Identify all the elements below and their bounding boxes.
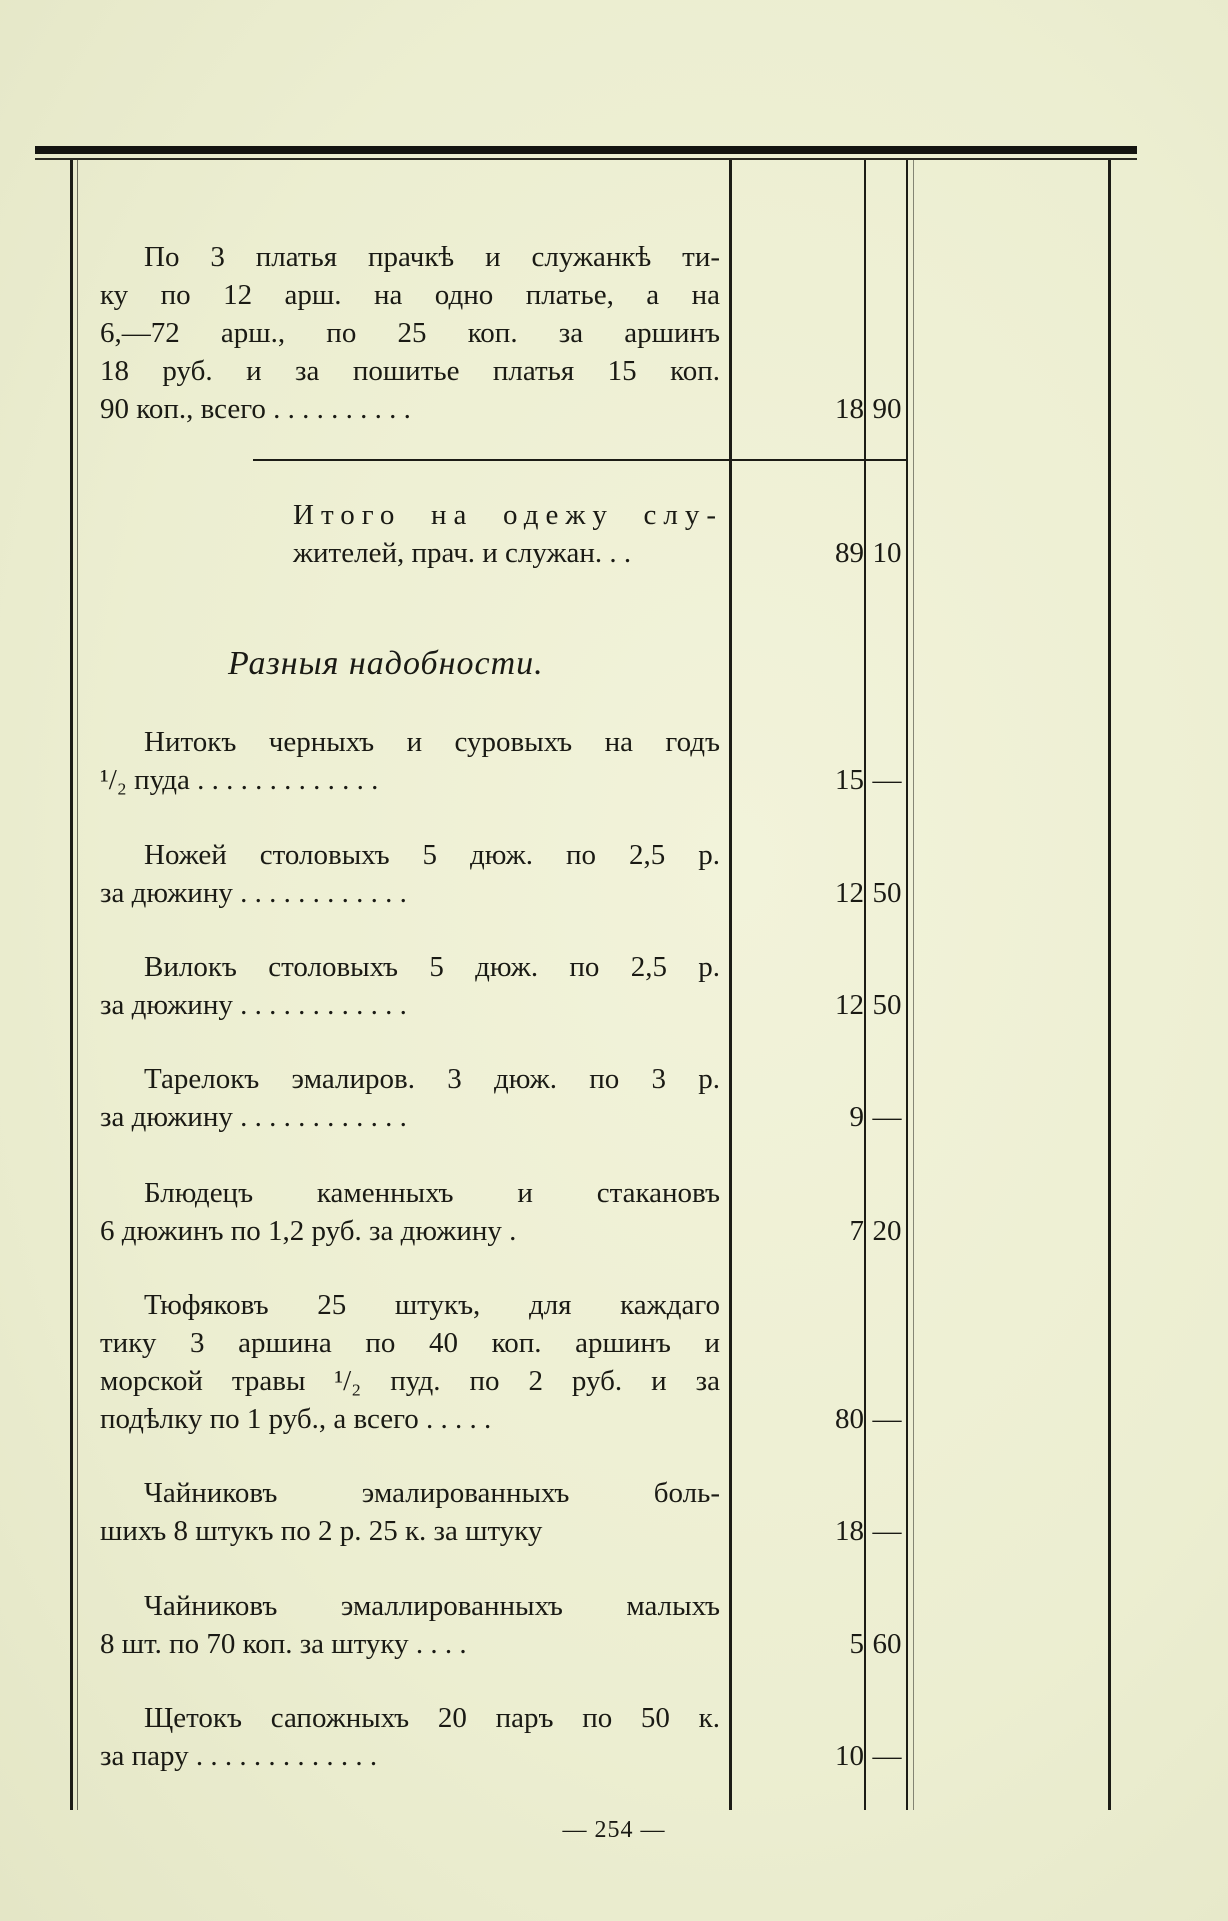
- item-kop: 50: [872, 989, 902, 1021]
- item-kop: —: [872, 1740, 902, 1772]
- item-kop: —: [872, 1101, 902, 1133]
- item-rub: 7: [849, 1215, 864, 1247]
- item-line: Блюдецъ каменныхъ и стакановъ: [144, 1177, 720, 1209]
- item-rub: 12: [835, 989, 864, 1021]
- item-line: за дюжину . . . . . . . . . . . .: [100, 877, 407, 909]
- item-line: 8 шт. по 70 коп. за штуку . . . .: [100, 1628, 467, 1660]
- entry-line: ку по 12 арш. на одно платье, а на: [100, 279, 720, 311]
- item-rub: 80: [835, 1403, 864, 1435]
- entry-rub: 18: [835, 393, 864, 425]
- item-knives: [100, 836, 720, 912]
- page-number: — 254 —: [562, 1817, 666, 1843]
- item-line: Чайниковъ эмаллированныхъ малыхъ: [144, 1590, 720, 1622]
- left-border-inner: [77, 160, 78, 1810]
- total-rule: [253, 459, 908, 461]
- top-rule-thin: [35, 158, 1137, 160]
- item-rub: 5: [849, 1628, 864, 1660]
- entry-line: По 3 платья прачкѣ и служанкѣ ти-: [144, 241, 720, 273]
- item-line: за дюжину . . . . . . . . . . . .: [100, 1101, 407, 1133]
- item-kettles-large: [100, 1474, 720, 1550]
- item-line: 6 дюжинъ по 1,2 руб. за дюжину .: [100, 1215, 517, 1247]
- item-kettles-small: [100, 1587, 720, 1663]
- item-line: Нитокъ черныхъ и суровыхъ на годъ: [144, 726, 720, 758]
- item-kop: —: [872, 1515, 902, 1547]
- item-rub: 12: [835, 877, 864, 909]
- item-line: тику 3 аршина по 40 коп. аршинъ и: [100, 1327, 720, 1359]
- item-line: Тюфяковъ 25 штукъ, для каждаго: [144, 1289, 720, 1321]
- total-line-1: Итого на одежу слу-: [293, 499, 723, 531]
- left-border-outer: [70, 160, 73, 1810]
- item-line: за дюжину . . . . . . . . . . . .: [100, 989, 407, 1021]
- entry-dresses: [100, 238, 720, 428]
- item-line: Ножей столовыхъ 5 дюж. по 2,5 р.: [144, 839, 720, 871]
- item-plates: [100, 1060, 720, 1136]
- item-shoe-brushes: [100, 1699, 720, 1775]
- item-line: шихъ 8 штукъ по 2 р. 25 к. за штуку: [100, 1515, 543, 1547]
- entry-line: 90 коп., всего . . . . . . . . . .: [100, 393, 411, 425]
- item-mattresses: [100, 1286, 720, 1438]
- text-amount-divider: [729, 160, 732, 1810]
- item-rub: 18: [835, 1515, 864, 1547]
- right-border-outer: [1108, 160, 1111, 1810]
- item-forks: [100, 948, 720, 1024]
- item-rub: 10: [835, 1740, 864, 1772]
- entry-line: 6,—72 арш., по 25 коп. за аршинъ: [100, 317, 720, 349]
- total-label: [293, 496, 723, 572]
- item-kop: 60: [872, 1628, 902, 1660]
- item-line: подѣлку по 1 руб., а всего . . . . .: [100, 1403, 492, 1435]
- item-saucers: [100, 1174, 720, 1250]
- item-kop: 50: [872, 877, 902, 909]
- entry-kop: 90: [872, 393, 902, 425]
- item-rub: 9: [849, 1101, 864, 1133]
- item-line: за пару . . . . . . . . . . . . .: [100, 1740, 378, 1772]
- total-kop: 10: [872, 537, 902, 569]
- item-line: Вилокъ столовыхъ 5 дюж. по 2,5 р.: [144, 951, 720, 983]
- entry-line: 18 руб. и за пошитье платья 15 коп.: [100, 355, 720, 387]
- total-line-2: жителей, прач. и служан. . .: [293, 537, 632, 569]
- item-kop: 20: [872, 1215, 902, 1247]
- item-line: ¹/₂ пуда . . . . . . . . . . . . .: [100, 764, 379, 796]
- section-title: Разныя надобности.: [228, 645, 544, 682]
- item-line: Тарелокъ эмалиров. 3 дюж. по 3 р.: [144, 1063, 720, 1095]
- item-threads: [100, 723, 720, 799]
- right-border-inner: [913, 160, 914, 1810]
- item-kop: —: [872, 764, 902, 796]
- item-rub: 15: [835, 764, 864, 796]
- item-line: Чайниковъ эмалированныхъ боль-: [144, 1477, 720, 1509]
- item-line: морской травы ¹/₂ пуд. по 2 руб. и за: [100, 1365, 720, 1397]
- rub-kop-divider: [864, 160, 866, 1810]
- item-line: Щетокъ сапожныхъ 20 паръ по 50 к.: [144, 1702, 720, 1734]
- item-kop: —: [872, 1403, 902, 1435]
- top-rule: [35, 146, 1137, 154]
- total-rub: 89: [835, 537, 864, 569]
